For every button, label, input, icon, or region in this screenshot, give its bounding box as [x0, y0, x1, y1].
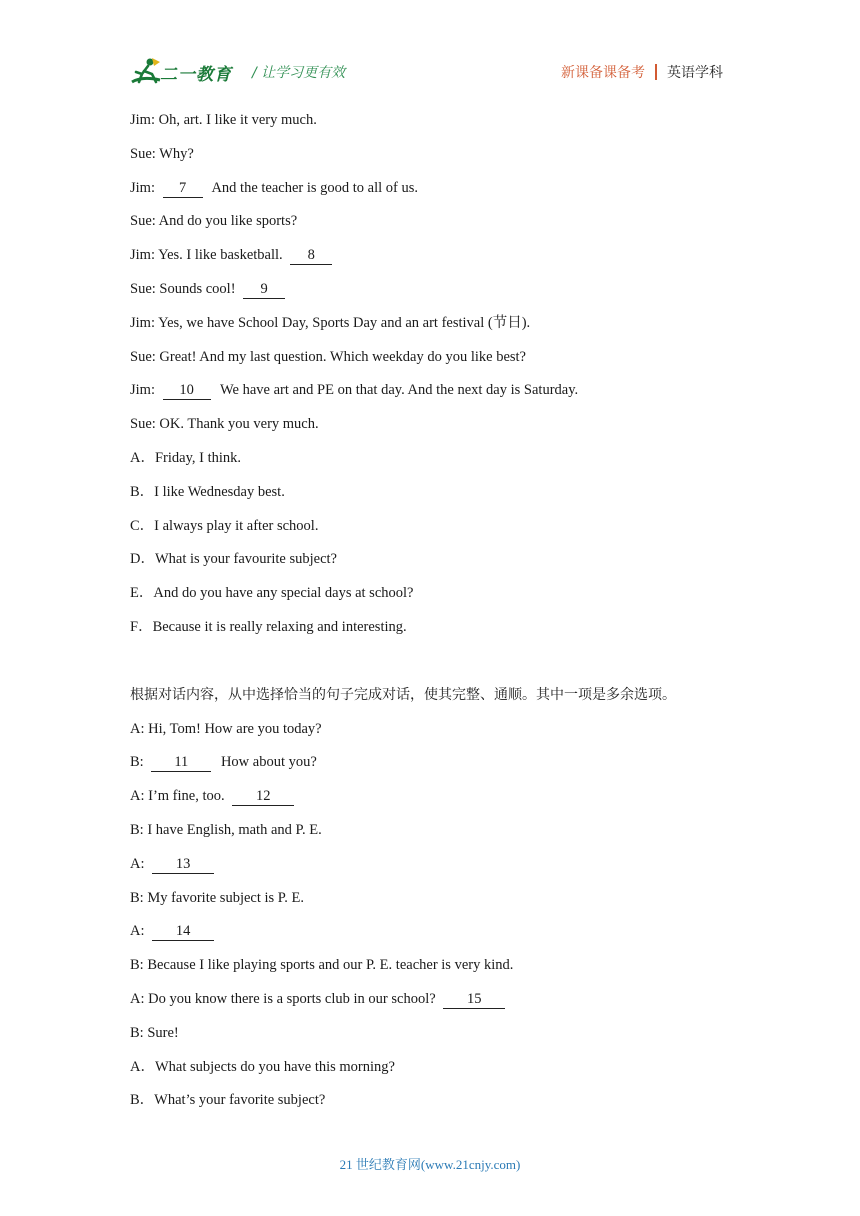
option-a: A．Friday, I think.: [130, 449, 242, 466]
line-text: And the teacher is good to all of us.: [211, 179, 419, 196]
dialogue-line: B: My favorite subject is P. E.: [130, 889, 304, 906]
line-text: We have art and PE on that day. And the next day is Saturday.: [219, 382, 579, 399]
speaker: B:: [130, 754, 144, 771]
header-tagline: 新课备课备考: [561, 65, 645, 81]
line-text: Sue: Sounds cool!: [130, 280, 236, 297]
slogan: / 让学习更有效: [252, 65, 346, 81]
dialogue-line: Sue: Why?: [130, 145, 194, 162]
logo-text: 二一教育: [160, 65, 232, 85]
dialogue-line: Sue: And do you like sports?: [130, 213, 298, 230]
dialogue-line: [130, 279, 730, 299]
line-text: How about you?: [220, 754, 317, 771]
option-c: C．I always play it after school.: [130, 517, 319, 534]
option-b: B．I like Wednesday best.: [130, 483, 285, 500]
section-instruction: 根据对话内容，从中选择恰当的句子完成对话，使其完整、通顺。其中一项是多余选项。: [130, 686, 676, 703]
dialogue-line: B: Sure!: [130, 1024, 179, 1041]
option-d: D．What is your favourite subject?: [130, 551, 337, 568]
speaker: Jim:: [130, 179, 155, 196]
dialogue-line: [130, 178, 730, 198]
option-f: F．Because it is really relaxing and interesting.: [130, 618, 407, 635]
answer-blank-7[interactable]: 7: [163, 180, 203, 198]
dialogue-line: Sue: Great! And my last question. Which weekday do you like best?: [130, 348, 526, 365]
answer-blank-15[interactable]: 15: [443, 991, 505, 1009]
line-text: Jim: Yes. I like basketball.: [130, 247, 283, 264]
page-header: [0, 0, 860, 100]
line-text: A: Do you know there is a sports club in our school?: [130, 990, 436, 1007]
dialogue-line: Sue: OK. Thank you very much.: [130, 416, 319, 433]
section-gap: [130, 651, 730, 685]
answer-blank-8[interactable]: 8: [290, 247, 332, 265]
dialogue-line: [130, 786, 730, 806]
dialogue-line: [130, 752, 730, 772]
answer-blank-13[interactable]: 13: [152, 856, 214, 874]
dialogue-line: [130, 380, 730, 400]
dialogue-line: [130, 854, 730, 874]
speaker: A:: [130, 855, 145, 872]
answer-blank-9[interactable]: 9: [243, 281, 285, 299]
header-subject: [561, 62, 723, 82]
dialogue-line: Jim: Oh, art. I like it very much.: [130, 112, 317, 128]
option-e: E．And do you have any special days at school?: [130, 585, 414, 602]
answer-blank-11[interactable]: 11: [151, 754, 211, 772]
header-divider: [655, 64, 657, 80]
speaker: A:: [130, 923, 145, 940]
line-text: A: I’m fine, too.: [130, 788, 225, 805]
dialogue-line: B: I have English, math and P. E.: [130, 821, 322, 838]
option-b: B．What’s your favorite subject?: [130, 1092, 326, 1109]
dialogue-line: [130, 245, 730, 265]
dialogue-line: [130, 989, 730, 1009]
speaker: Jim:: [130, 382, 155, 399]
document-body: [130, 110, 730, 1124]
answer-blank-12[interactable]: 12: [232, 788, 294, 806]
logo: [130, 56, 242, 90]
runner-logo-icon: [130, 56, 164, 90]
dialogue-line: B: Because I like playing sports and our P. E. teacher is very kind.: [130, 957, 514, 974]
page-footer: 21 世纪教育网(www.21cnjy.com): [339, 1157, 521, 1172]
dialogue-line: Jim: Yes, we have School Day, Sports Day and an art festival (节日).: [130, 314, 531, 331]
answer-blank-14[interactable]: 14: [152, 923, 214, 941]
header-subject-name: 英语学科: [667, 65, 723, 81]
option-a: A．What subjects do you have this morning?: [130, 1058, 395, 1075]
dialogue-line: [130, 921, 730, 941]
dialogue-line: A: Hi, Tom! How are you today?: [130, 720, 322, 737]
answer-blank-10[interactable]: 10: [163, 382, 211, 400]
